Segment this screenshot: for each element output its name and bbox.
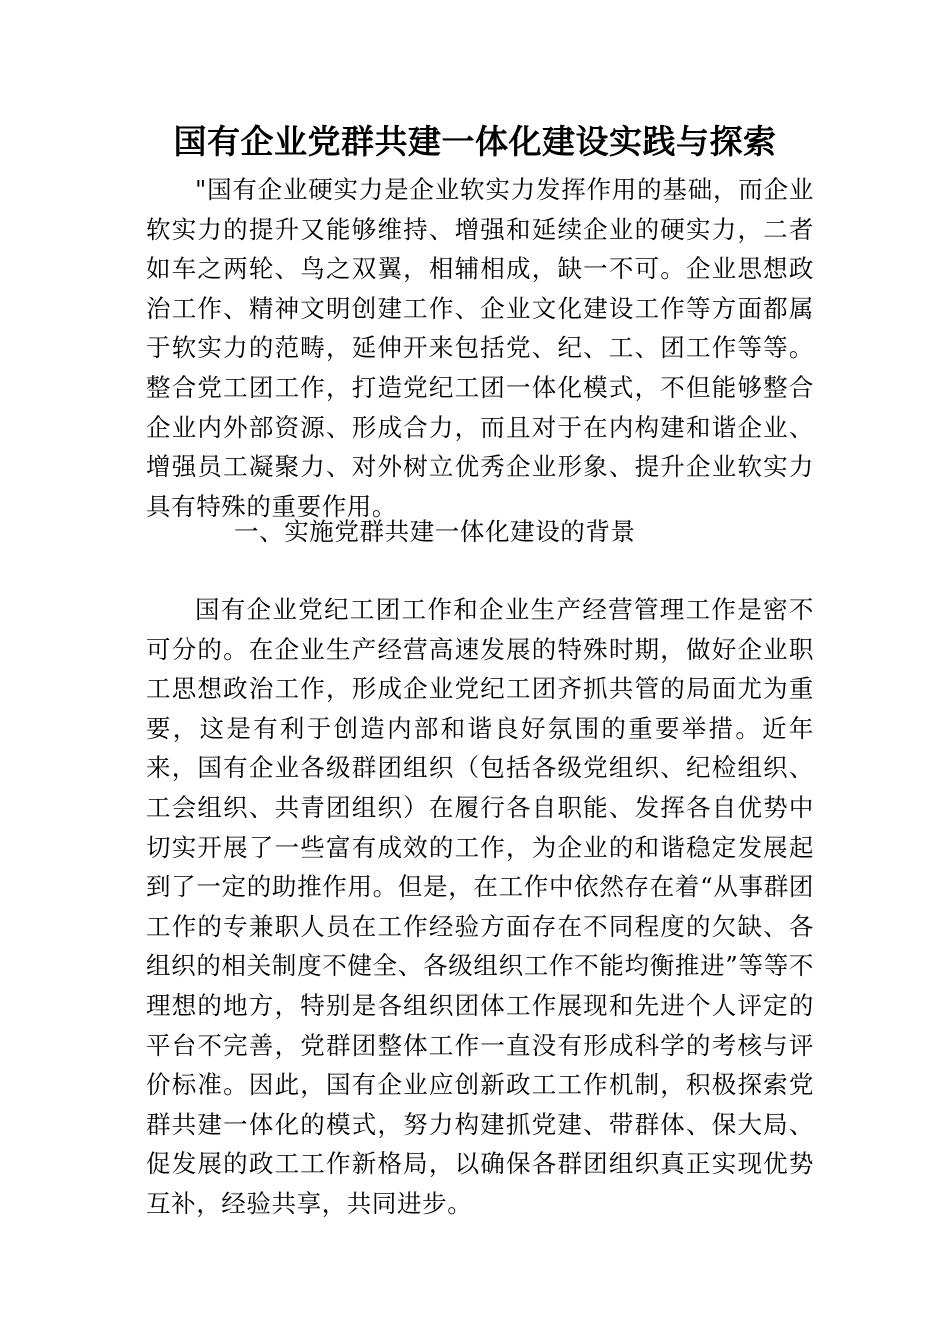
section-heading-background: 一、实施党群共建一体化建设的背景: [234, 517, 636, 546]
paragraph-intro: "国有企业硬实力是企业软实力发挥作用的基础，而企业软实力的提升又能够维持、增强和延续企业的硬实力，二者如车之两轮、鸟之双翼，相辅相成，缺一不可。企业思想政治工作、精神文明创建工作、企业文化建设工作等方面都属于软实力的范畴，延伸开来包括党、纪、工、团工作等等。整合党工团工作，打造党纪工团一体化模式，不但能够整合企业内外部资源、形成合力，而且对于在内构建和谐企业、增强员工凝聚力、对外树立优秀企业形象、提升企业软实力具有特殊的重要作用。: [146, 175, 814, 521]
document-title: 国有企业党群共建一体化建设实践与探索: [173, 122, 777, 161]
paragraph-background: 国有企业党纪工团工作和企业生产经营管理工作是密不可分的。在企业生产经营高速发展的特殊时期，做好企业职工思想政治工作，形成企业党纪工团齐抓共管的局面尤为重要，这是有利于创造内部和谐良好氛围的重要举措。近年来，国有企业各级群团组织（包括各级党组织、纪检组织、工会组织、共青团组织）在履行各自职能、发挥各自优势中切实开展了一些富有成效的工作，为企业的和谐稳定发展起到了一定的助推作用。但是，在工作中依然存在着“从事群团工作的专兼职人员在工作经验方面存在不同程度的欠缺、各组织的相关制度不健全、各级组织工作不能均衡推进”等等不理想的地方，特别是各组织团体工作展现和先进个人评定的平台不完善，党群团整体工作一直没有形成科学的考核与评价标准。因此，国有企业应创新政工工作机制，积极探索党群共建一体化的模式，努力构建抓党建、带群体、保大局、促发展的政工工作新格局，以确保各群团组织真正实现优势互补，经验共享，共同进步。: [146, 595, 814, 1218]
